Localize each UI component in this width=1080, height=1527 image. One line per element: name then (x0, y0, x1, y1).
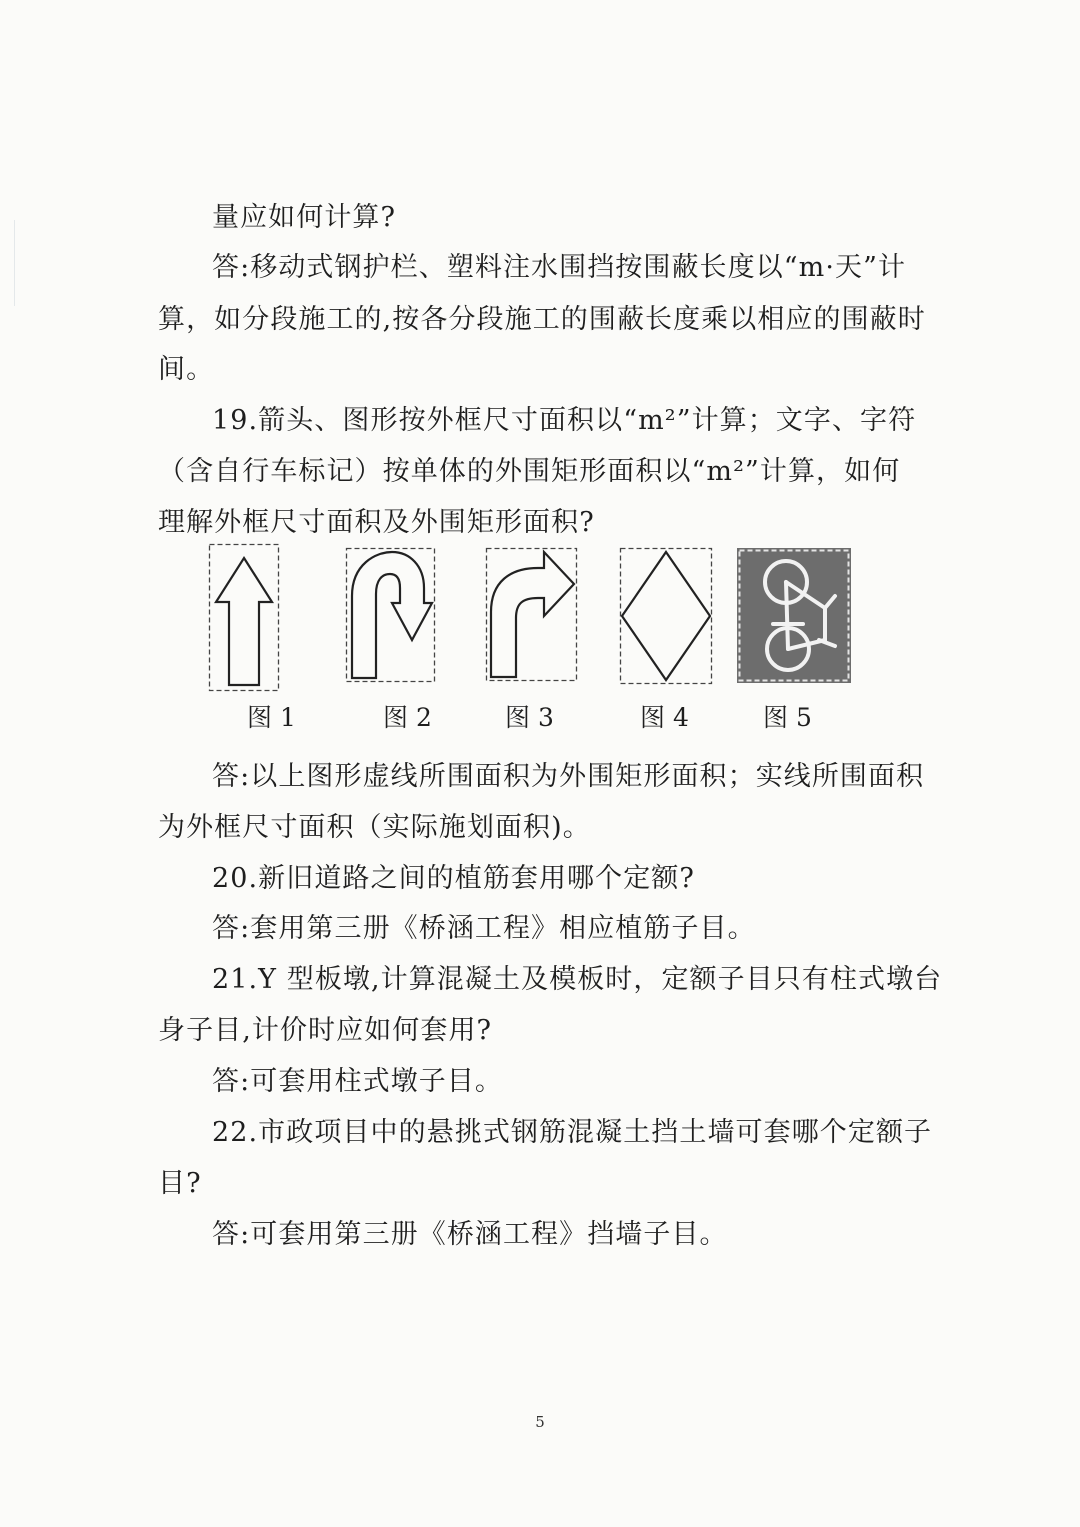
text-line: 答:可套用第三册《桥涵工程》挡墙子目。 (212, 1219, 728, 1250)
page-number: 5 (535, 1413, 545, 1431)
diamond-icon (620, 548, 712, 684)
text-line: 答:移动式钢护栏、塑料注水围挡按围蔽长度以“m·天”计 (212, 252, 907, 283)
scan-edge-mark (0, 220, 15, 300)
text-line: 算，如分段施工的,按各分段施工的围蔽长度乘以相应的围蔽时 (158, 304, 926, 335)
text-line: 间。 (158, 354, 215, 385)
text-line: 21.Y 型板墩,计算混凝土及模板时，定额子目只有柱式墩台 (212, 964, 943, 995)
figure-row (0, 540, 1080, 740)
text-line: （含自行车标记）按单体的外围矩形面积以“m²”计算，如何 (158, 456, 901, 487)
figure-4 (620, 548, 712, 684)
scan-edge-mark (0, 300, 15, 306)
right-turn-arrow-icon (486, 548, 577, 682)
text-line: 19.箭头、图形按外框尺寸面积以“m²”计算；文字、字符 (212, 405, 917, 436)
figure-1 (209, 544, 279, 692)
figure-caption: 图 1 (247, 703, 296, 732)
text-line: 22.市政项目中的悬挑式钢筋混凝土挡土墙可套哪个定额子 (212, 1117, 933, 1148)
text-line: 目? (158, 1168, 202, 1199)
figure-caption: 图 4 (640, 703, 689, 732)
text-line: 答:可套用柱式墩子目。 (212, 1066, 503, 1097)
figure-caption: 图 2 (383, 703, 432, 732)
straight-arrow-icon (209, 544, 279, 692)
figure-caption: 图 5 (763, 703, 812, 732)
text-line: 答:以上图形虚线所围面积为外围矩形面积；实线所围面积 (212, 761, 925, 792)
text-line: 答:套用第三册《桥涵工程》相应植筋子目。 (212, 913, 756, 944)
text-line: 量应如何计算? (212, 202, 397, 233)
text-line: 身子目,计价时应如何套用? (158, 1015, 493, 1046)
u-turn-arrow-icon (346, 548, 435, 683)
text-line: 20.新旧道路之间的植筋套用哪个定额? (212, 863, 695, 894)
figure-2 (346, 548, 435, 683)
figure-caption: 图 3 (505, 703, 554, 732)
figure-3 (486, 548, 577, 682)
text-line: 理解外框尺寸面积及外围矩形面积? (158, 507, 595, 538)
text-line: 为外框尺寸面积（实际施划面积)。 (158, 812, 591, 843)
bicycle-icon (737, 548, 851, 683)
figure-5 (737, 548, 851, 683)
